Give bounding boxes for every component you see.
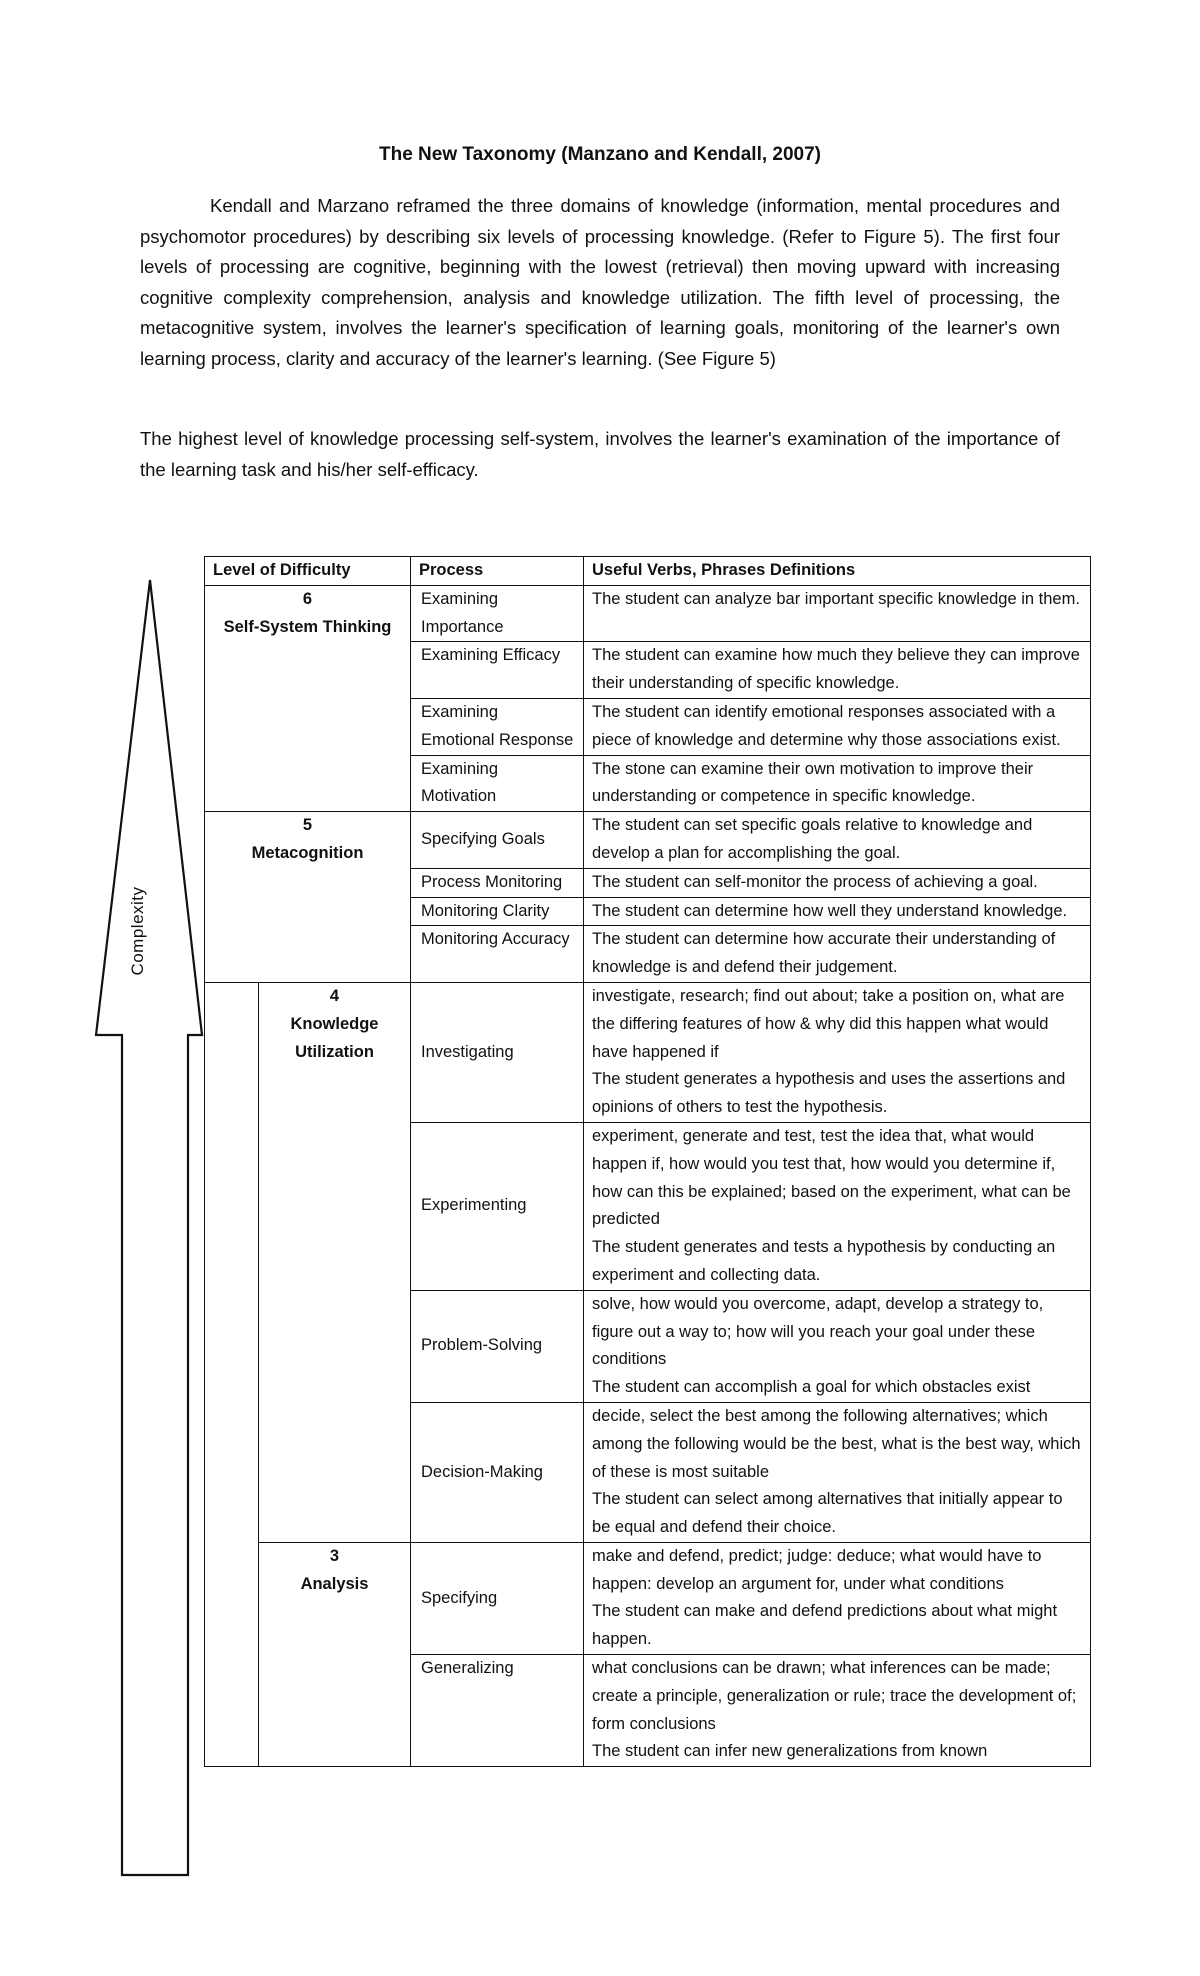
definition-text: The student can infer new generalizations from known [592,1742,988,1761]
verbs-text: make and defend, predict; judge: deduce; what would have to happen: develop an argument for, under what conditions [592,1546,1042,1593]
cognitive-indent-cell [205,982,259,1766]
table-row [205,812,1091,869]
level-4-number: 4 [329,986,340,1005]
verbs-text: experiment, generate and test, test the idea that, what would happen if, how would you test that, how would you determine if, how can this be explained; based on the experiment, what can be predicted [592,1126,1071,1229]
arrow-outline [96,580,202,1875]
verbs-cell [584,1402,1091,1542]
process-cell: Examining Emotional Response [411,698,584,755]
level-6-number: 6 [302,589,313,608]
process-cell: Examining Motivation [411,755,584,812]
process-cell: Specifying [411,1542,584,1654]
verbs-cell [584,1122,1091,1290]
process-cell: Monitoring Clarity [411,897,584,926]
verbs-text: investigate, research; find out about; take a position on, what are the differing features of how & why did this happen what would have happened if [592,986,1065,1061]
table-row [205,1542,1091,1654]
self-system-paragraph: The highest level of knowledge processing self-system, involves the learner's examination of the importance of the learning task and his/her self-efficacy. [140,428,1060,480]
process-cell: Monitoring Accuracy [411,926,584,983]
process-cell: Experimenting [411,1122,584,1290]
process-cell: Problem-Solving [411,1290,584,1402]
definition-text: The student can accomplish a goal for which obstacles exist [592,1378,1031,1397]
definition-text: The student generates a hypothesis and uses the assertions and opinions of others to test the hypothesis. [592,1070,1066,1117]
level-3-name: Analysis [300,1574,369,1593]
level-3-number: 3 [329,1546,340,1565]
complexity-arrow-icon [92,575,212,1895]
level-6-cell [205,585,411,811]
verbs-cell: The student can self-monitor the process of achieving a goal. [584,868,1091,897]
process-cell: Examining Efficacy [411,642,584,699]
verbs-text: solve, how would you overcome, adapt, develop a strategy to, figure out a way to; how will you reach your goal under these conditions [592,1294,1044,1369]
verbs-cell [584,1290,1091,1402]
definition-text: The student can select among alternatives that initially appear to be equal and defend their choice. [592,1490,1063,1537]
verbs-cell [584,1542,1091,1654]
process-cell: Generalizing [411,1655,584,1767]
verbs-cell: The stone can examine their own motivation to improve their understanding or competence in specific knowledge. [584,755,1091,812]
header-level: Level of Difficulty [205,557,411,586]
verbs-text: decide, select the best among the following alternatives; which among the following would be the best, what is the best way, which of these is most suitable [592,1406,1081,1481]
verbs-cell [584,982,1091,1122]
level-6-name: Self-System Thinking [223,617,392,636]
complexity-label: Complexity [128,886,147,976]
intro-paragraph: Kendall and Marzano reframed the three domains of knowledge (information, mental procedures and psychomotor procedures) by describing six levels of processing knowledge. (Refer to Figure 5). The first four levels of processing are cognitive, beginning with the lowest (retrieval) then moving upward with increasing cognitive complexity comprehension, analysis and knowledge utilization. The fifth level of processing, the metacognitive system, involves the learner's specification of learning goals, monitoring of the learner's own learning process, clarity and accuracy of the learner's learning. (See Figure 5) [140,195,1060,369]
verbs-cell: The student can examine how much they believe they can improve their understanding of specific knowledge. [584,642,1091,699]
level-5-number: 5 [302,816,313,835]
table-row [205,585,1091,642]
verbs-cell: The student can determine how accurate their understanding of knowledge is and defend their judgement. [584,926,1091,983]
process-cell: Examining Importance [411,585,584,642]
verbs-text: what conclusions can be drawn; what inferences can be made; create a principle, generalization or rule; trace the development of; form conclusions [592,1659,1077,1733]
table-row [205,982,1091,1122]
verbs-cell: The student can analyze bar important specific knowledge in them. [584,585,1091,642]
taxonomy-table [204,556,1091,1767]
process-cell: Specifying Goals [411,812,584,869]
level-5-name: Metacognition [251,843,364,862]
verbs-cell [584,1655,1091,1767]
table-header-row [205,557,1091,586]
process-cell: Decision-Making [411,1402,584,1542]
process-cell: Investigating [411,982,584,1122]
header-process: Process [411,557,584,586]
document-title: The New Taxonomy (Manzano and Kendall, 2007) [378,144,821,165]
level-5-cell [205,812,411,983]
verbs-cell: The student can set specific goals relative to knowledge and develop a plan for accomplishing the goal. [584,812,1091,869]
level-4-cell [259,982,411,1542]
level-4-name: Knowledge Utilization [290,1014,379,1061]
definition-text: The student generates and tests a hypothesis by conducting an experiment and collecting data. [592,1238,1056,1284]
process-cell: Process Monitoring [411,868,584,897]
definition-text: The student can make and defend predictions about what might happen. [592,1602,1058,1649]
verbs-cell: The student can identify emotional responses associated with a piece of knowledge and determine why those associations exist. [584,698,1091,755]
verbs-cell: The student can determine how well they understand knowledge. [584,897,1091,926]
header-verbs: Useful Verbs, Phrases Definitions [584,557,1091,586]
level-3-cell [259,1542,411,1766]
